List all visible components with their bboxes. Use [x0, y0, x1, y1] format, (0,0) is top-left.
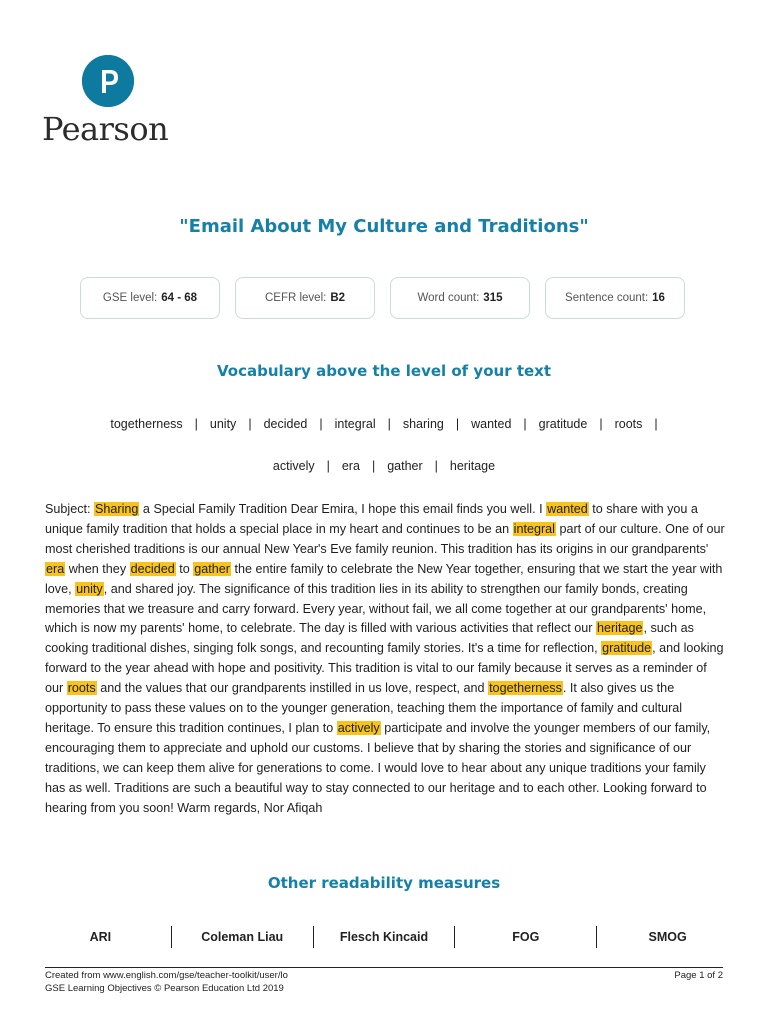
readability-measure: Coleman Liau	[201, 930, 284, 944]
stat-value: 16	[652, 292, 665, 304]
highlighted-vocab-word: unity	[76, 581, 103, 596]
page-title: "Email About My Culture and Traditions"	[179, 216, 589, 237]
highlighted-vocab-word: roots	[67, 681, 96, 696]
readability-measures	[30, 926, 738, 948]
vocab-word: gather	[387, 459, 423, 473]
vocab-row-2	[0, 459, 768, 473]
footer	[45, 969, 723, 995]
highlighted-vocab-word: togetherness	[489, 681, 562, 696]
highlighted-vocab-word: gather	[194, 561, 230, 576]
gse-level-card	[80, 277, 220, 319]
readability-measure: Flesch Kincaid	[339, 930, 429, 944]
highlighted-vocab-word: heritage	[596, 621, 643, 636]
brand-name: Pearson	[42, 110, 169, 148]
vocab-separator: |	[387, 417, 391, 431]
footer-divider	[45, 967, 723, 968]
readability-heading: Other readability measures	[267, 874, 501, 892]
readability-measure: FOG	[512, 930, 540, 944]
vocab-word: actively	[272, 459, 315, 473]
vocab-separator: |	[371, 459, 376, 473]
vocab-word: wanted	[471, 417, 512, 431]
footer-copyright: GSE Learning Objectives © Pearson Education Ltd 2019	[45, 983, 284, 994]
vocab-word: sharing	[402, 417, 444, 431]
readability-measure: SMOG	[648, 930, 687, 944]
stat-label: GSE level:	[102, 292, 158, 304]
highlighted-vocab-word: era	[46, 561, 65, 576]
stat-value: 315	[483, 292, 503, 304]
readability-measure: ARI	[89, 930, 112, 944]
pearson-logo	[42, 55, 182, 147]
stat-value: 64 - 68	[161, 292, 198, 304]
stats-bar	[0, 277, 768, 321]
highlighted-vocab-word: actively	[337, 720, 380, 735]
vocab-separator: |	[455, 417, 460, 431]
page-number: Page 1 of 2	[674, 970, 723, 981]
stat-label: CEFR level:	[264, 292, 327, 304]
vocab-word: integral	[334, 417, 376, 431]
vocab-separator: |	[434, 459, 438, 473]
highlighted-vocab-word: integral	[513, 521, 555, 536]
vocab-word: togetherness	[110, 417, 183, 431]
vocab-word: decided	[263, 417, 308, 431]
vocab-row-1	[0, 417, 768, 431]
stat-label: Word count:	[417, 292, 480, 304]
footer-source: Created from www.english.com/gse/teacher-toolkit/user/lo	[45, 970, 288, 981]
vocab-separator: |	[599, 417, 603, 431]
stat-value: B2	[330, 292, 346, 304]
vocab-separator: |	[248, 417, 252, 431]
stat-label: Sentence count:	[565, 292, 649, 304]
cefr-level-card	[235, 277, 375, 319]
vocab-word: heritage	[449, 459, 496, 473]
word-count-card	[390, 277, 530, 319]
vocab-word: unity	[209, 417, 237, 431]
vocab-separator: |	[319, 417, 323, 431]
highlighted-vocab-word: Sharing	[95, 502, 139, 516]
pearson-p-icon	[82, 55, 134, 107]
vocab-heading: Vocabulary above the level of your text	[216, 362, 552, 380]
email-body-text: Subject: Sharing a Special Family Tradition Dear Emira, I hope this email finds you well. I wanted to share with you a unique family tradition that holds a special place in my heart and continues to be an integral part of our culture. One of our most cherished traditions is our annual New Year's Eve family reunion. This tradition has its origins in our grandparents' era when they decided to gather the entire family to celebrate the New Year together, ensuring that we start the year with love, unity, and shared joy. The significance of this tradition lies in its ability to strengthen our family bonds, creating memories that we treasure and carry forward. Every year, without fail, we all come together at our grandparents' home, which is now my parents' home, to celebrate. The day is filled with various activities that reflect our heritage, such as cooking traditional dishes, singing folk songs, and recounting family stories. It's a time for reflection, gratitude, and looking forward to the year ahead with hope and positivity. This tradition is vital to our family because it serves as a reminder of our roots and the values that our grandparents instilled in us love, respect, and togetherness. It also gives us the opportunity to pass these values on to the younger generation, teaching them the importance of family and cultural heritage. To ensure this tradition continues, I plan to actively participate and involve the younger members of our family, encouraging them to appreciate and uphold our customs. I believe that by sharing the stories and significance of our traditions, we can keep them alive for generations to come. I would love to hear about any unique traditions your family has as well. Traditions are such a beautiful way to stay connected to our heritage and to each other. Looking forward to hearing from you soon! Warm regards, Nor Afiqah	[45, 502, 725, 815]
vocab-separator: |	[654, 417, 658, 431]
vocab-separator: |	[194, 417, 198, 431]
vocab-word: gratitude	[538, 417, 588, 431]
highlighted-vocab-word: wanted	[547, 502, 588, 516]
highlighted-vocab-word: decided	[130, 561, 175, 576]
sentence-count-card	[545, 277, 685, 319]
vocab-separator: |	[523, 417, 527, 431]
highlighted-vocab-word: gratitude	[602, 641, 652, 656]
vocab-word: era	[341, 459, 360, 473]
vocab-separator: |	[326, 459, 330, 473]
vocab-word: roots	[614, 417, 643, 431]
